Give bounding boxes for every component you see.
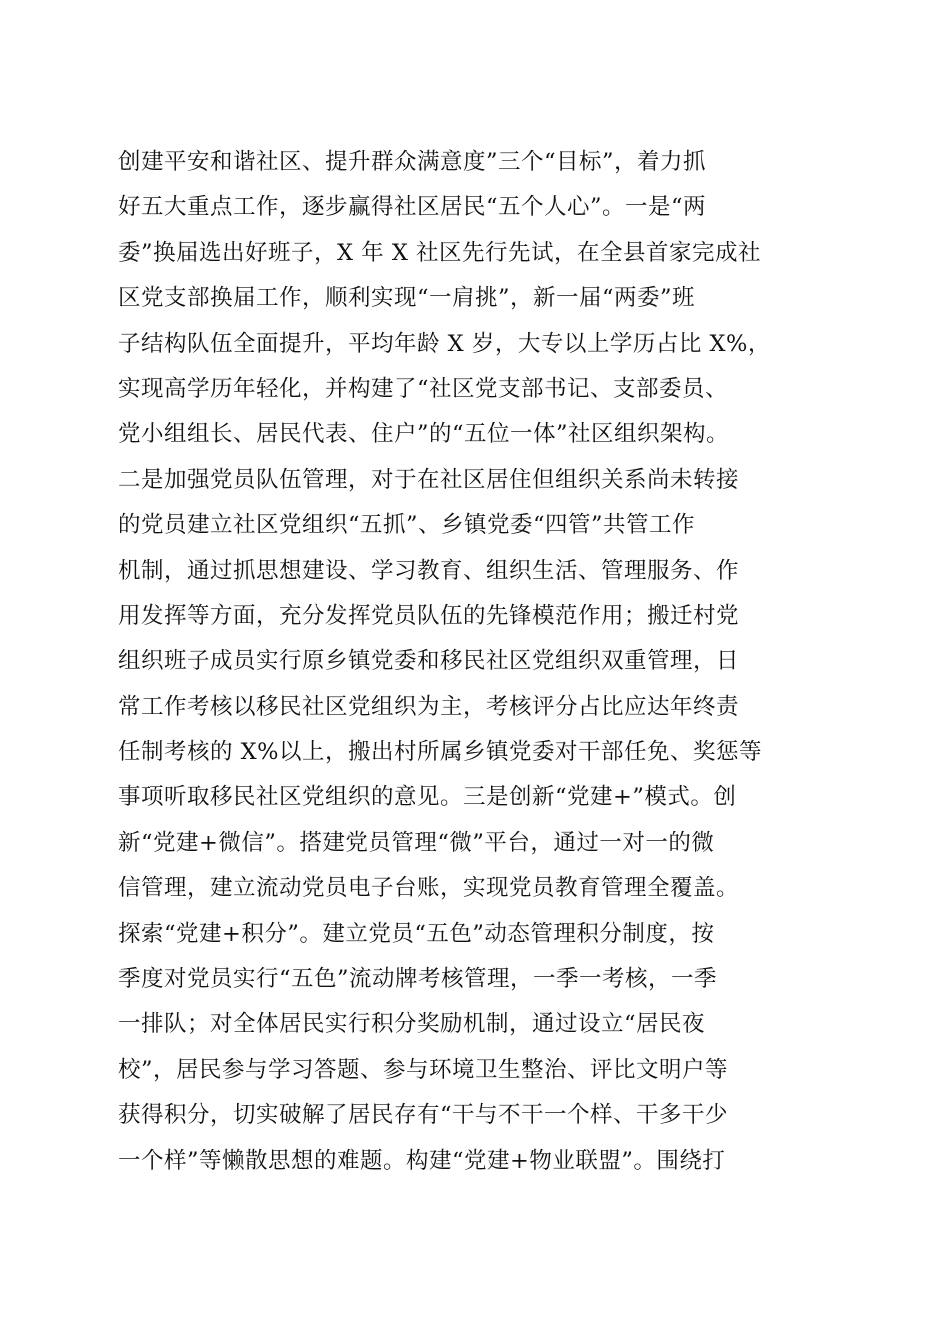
text-line: 委”换届选出好班子，X 年 X 社区先行先试，在全县首家完成社 (118, 239, 761, 266)
text-line: 获得积分，切实破解了居民存有“干与不干一个样、干多干少 (118, 1102, 729, 1129)
text-line: 探索“党建+积分”。建立党员“五色”动态管理积分制度，按 (118, 920, 715, 947)
text-line: 创建平安和谐社区、提升群众满意度”三个“目标”，着力抓 (118, 149, 707, 175)
text-line: 任制考核的 X%以上，搬出村所属乡镇党委对干部任免、奖惩等 (118, 739, 763, 766)
text-line: 用发挥等方面，充分发挥党员队伍的先锋模范作用；搬迁村党 (118, 602, 740, 629)
text-line: 的党员建立社区党组织“五抓”、乡镇党委“四管”共管工作 (118, 512, 696, 539)
text-line: 组织班子成员实行原乡镇党委和移民社区党组织双重管理，日 (118, 648, 740, 675)
text-line: 信管理，建立流动党员电子台账，实现党员教育管理全覆盖。 (118, 875, 740, 902)
text-line: 季度对党员实行“五色”流动牌考核管理，一季一考核，一季 (118, 966, 718, 993)
body-text (118, 140, 838, 1184)
text-line: 区党支部换届工作，顺利实现“一肩挑”，新一届“两委”班 (118, 285, 696, 312)
text-line: 子结构队伍全面提升，平均年龄 X 岁，大专以上学历占比 X%， (118, 330, 771, 357)
text-line: 常工作考核以移民社区党组织为主，考核评分占比应达年终责 (118, 693, 740, 720)
text-line: 事项听取移民社区党组织的意见。三是创新“党建+”模式。创 (118, 784, 737, 811)
text-line: 新“党建+微信”。搭建党员管理“微”平台，通过一对一的微 (118, 829, 715, 856)
text-line: 党小组组长、居民代表、住户”的“五位一体”社区组织架构。 (118, 421, 730, 448)
text-line: 机制，通过抓思想建设、学习教育、组织生活、管理服务、作 (118, 557, 740, 584)
text-line: 二是加强党员队伍管理，对于在社区居住但组织关系尚未转接 (118, 466, 740, 493)
text-line: 好五大重点工作，逐步赢得社区居民“五个人心”。一是“两 (118, 194, 707, 221)
text-line: 一排队；对全体居民实行积分奖励机制，通过设立“居民夜 (118, 1011, 706, 1038)
text-line: 校”，居民参与学习答题、参与环境卫生整治、评比文明户等 (118, 1056, 729, 1083)
text-line: 实现高学历年轻化，并构建了“社区党支部书记、支部委员、 (118, 375, 729, 402)
text-line: 一个样”等懒散思想的难题。构建“党建+物业联盟”。围绕打 (118, 1147, 726, 1174)
